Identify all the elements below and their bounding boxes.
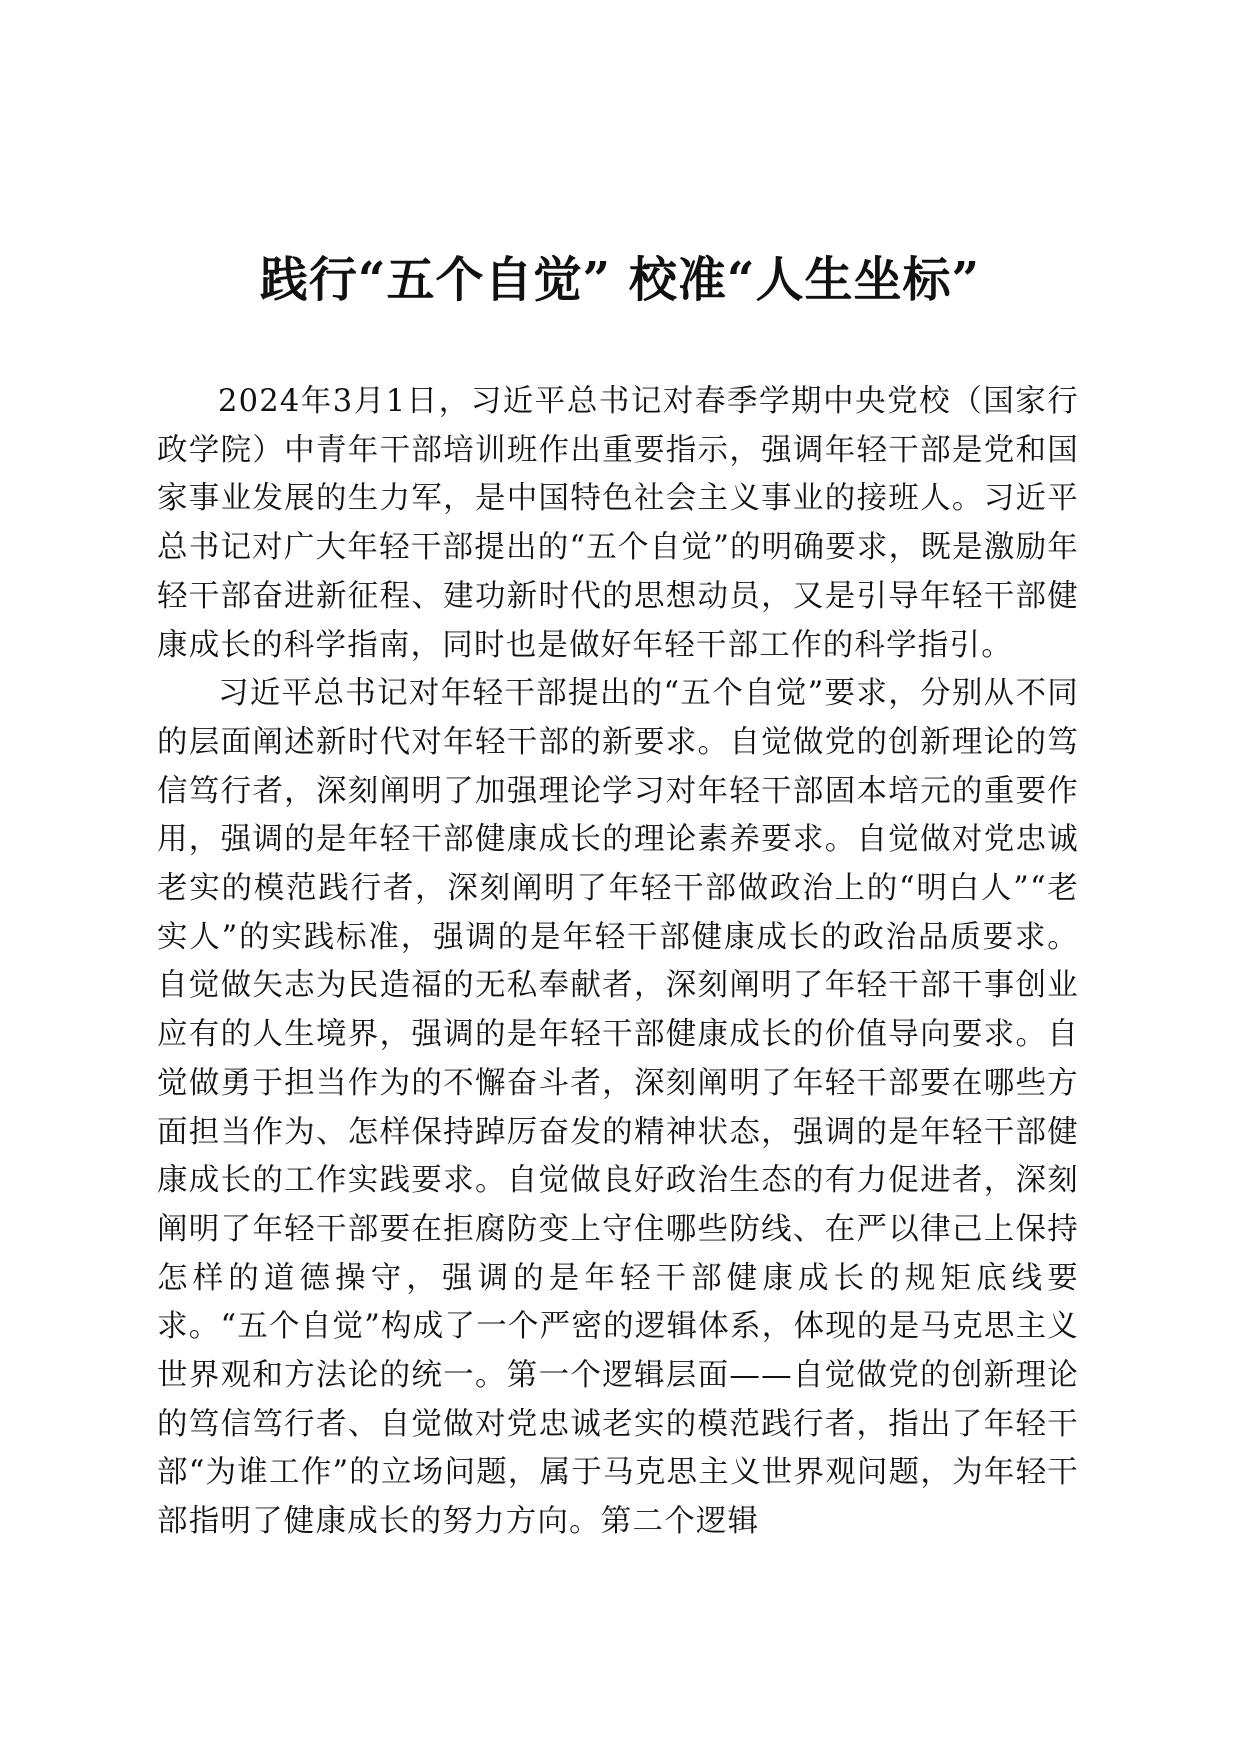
document-body xyxy=(157,378,1079,1547)
document-title: 践行“五个自觉” 校准“人生坐标” xyxy=(259,252,981,308)
paragraph-intro: 2024年3月1日，习近平总书记对春季学期中央党校（国家行政学院）中青年干部培训班作出重要指示，强调年轻干部是党和国家事业发展的生力军，是中国特色社会主义事业的接班人。习近平总书记对广大年轻干部提出的“五个自觉”的明确要求，既是激励年轻干部奋进新征程、建功新时代的思想动员，又是引导年轻干部健康成长的科学指南，同时也是做好年轻干部工作的科学指引。 xyxy=(157,384,1079,663)
paragraph-five-consciousness: 习近平总书记对年轻干部提出的“五个自觉”要求，分别从不同的层面阐述新时代对年轻干部的新要求。自觉做党的创新理论的笃信笃行者，深刻阐明了加强理论学习对年轻干部固本培元的重要作用，强调的是年轻干部健康成长的理论素养要求。自觉做对党忠诚老实的模范践行者，深刻阐明了年轻干部做政治上的“明白人”“老实人”的实践标准，强调的是年轻干部健康成长的政治品质要求。自觉做矢志为民造福的无私奉献者，深刻阐明了年轻干部干事创业应有的人生境界，强调的是年轻干部健康成长的价值导向要求。自觉做勇于担当作为的不懈奋斗者，深刻阐明了年轻干部要在哪些方面担当作为、怎样保持踔厉奋发的精神状态，强调的是年轻干部健康成长的工作实践要求。自觉做良好政治生态的有力促进者，深刻阐明了年轻干部要在拒腐防变上守住哪些防线、在严以律己上保持怎样的道德操守，强调的是年轻干部健康成长的规矩底线要求。“五个自觉”构成了一个严密的逻辑体系，体现的是马克思主义世界观和方法论的统一。第一个逻辑层面——自觉做党的创新理论的笃信笃行者、自觉做对党忠诚老实的模范践行者，指出了年轻干部“为谁工作”的立场问题，属于马克思主义世界观问题，为年轻干部指明了健康成长的努力方向。第二个逻辑 xyxy=(157,676,1079,1540)
